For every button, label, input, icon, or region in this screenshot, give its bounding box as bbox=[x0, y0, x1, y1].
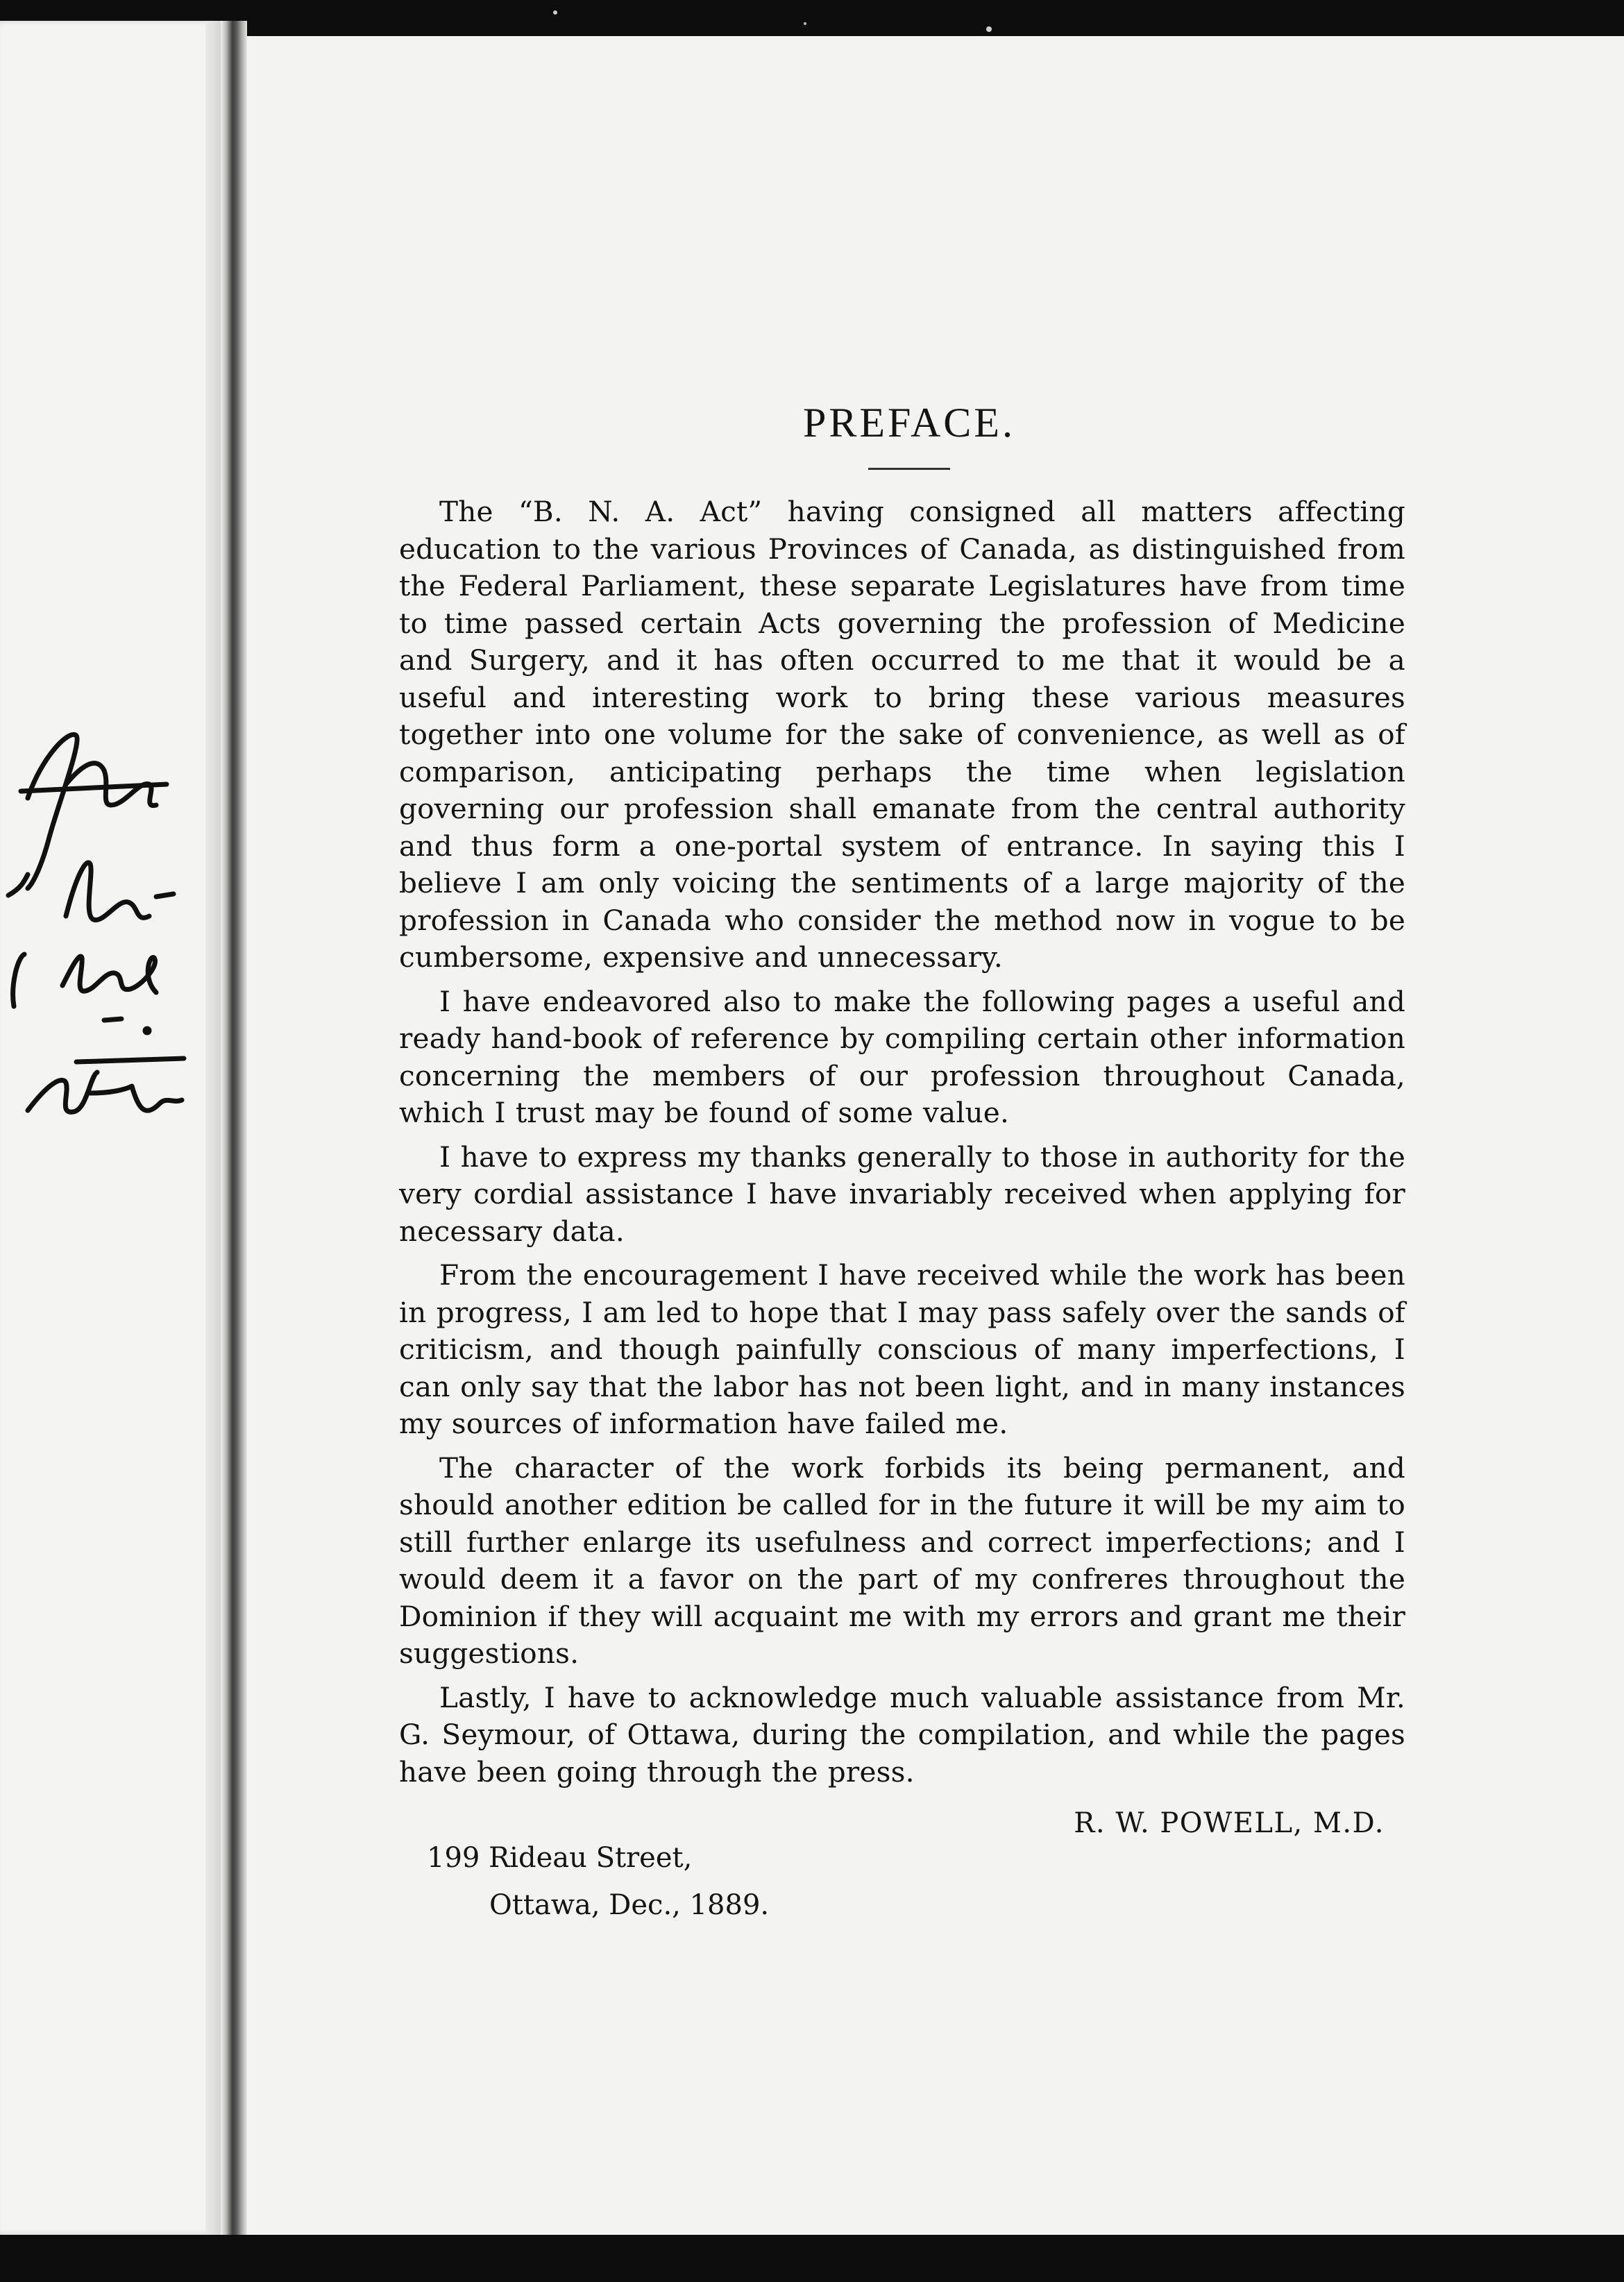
paragraph-1: The “B. N. A. Act” having consigned all matters affecting education to the various Provinces of Canada, as distinguished from the Federal Parliament, these separate Legislatures have from time to time passed certain Acts governing the profession of Medicine and Surgery, and it has often occurred to me that it would be a useful and interesting work to bring these various measures together into one volume for the sake of convenience, as well as of comparison, anticipating perhaps the time when legislation governing our profession shall emanate from the central authority and thus form a one-portal system of entrance. In saying this I believe I am only voicing the sentiments of a large majority of the profession in Canada who consider the method now in vogue to be cumbersome, expensive and unnecessary. bbox=[399, 495, 1405, 974]
handwriting-image bbox=[0, 715, 187, 1145]
page-title: PREFACE. bbox=[803, 400, 1015, 446]
address-street: 199 Rideau Street, bbox=[427, 1842, 693, 1874]
book-gutter bbox=[221, 21, 247, 2235]
paragraph-2: I have endeavored also to make the following pages a useful and ready hand-book of reference by compiling certain other information concerning the members of our profession throughout Canada, which I trust may be found of some value. bbox=[399, 984, 1405, 1129]
paragraph-5: The character of the work forbids its being permanent, and should another edition be called for in the future it will be my aim to still further enlarge its usefulness and correct imperfections; and I would deem it a favor on the part of my confreres throughout the Dominion if they will acquaint me with my errors and grant me their suggestions. bbox=[399, 1451, 1405, 1670]
scan-bottom-edge bbox=[0, 2235, 1624, 2282]
title-rule bbox=[868, 468, 950, 470]
closing-block bbox=[399, 1807, 1405, 1967]
preface-text-block bbox=[399, 399, 1405, 1967]
address-city-date: Ottawa, Dec., 1889. bbox=[489, 1889, 770, 1921]
author-signature: R. W. POWELL, M.D. bbox=[1074, 1807, 1385, 1839]
paragraph-3: I have to express my thanks generally to those in authority for the very cordial assistance I have invariably received when applying for necessary data. bbox=[399, 1140, 1405, 1248]
facing-page bbox=[0, 21, 221, 2235]
facing-page-edge bbox=[205, 21, 221, 2235]
paragraph-6: Lastly, I have to acknowledge much valuable assistance from Mr. G. Seymour, of Ottawa, during the compilation, and while the pages have been going through the press. bbox=[399, 1680, 1405, 1789]
paragraph-4: From the encouragement I have received while the work has been in progress, I am led to hope that I may pass safely over the sands of criticism, and though painfully conscious of many imperfections, I can only say that the labor has not been light, and in many instances my sources of information have failed me. bbox=[399, 1258, 1405, 1440]
